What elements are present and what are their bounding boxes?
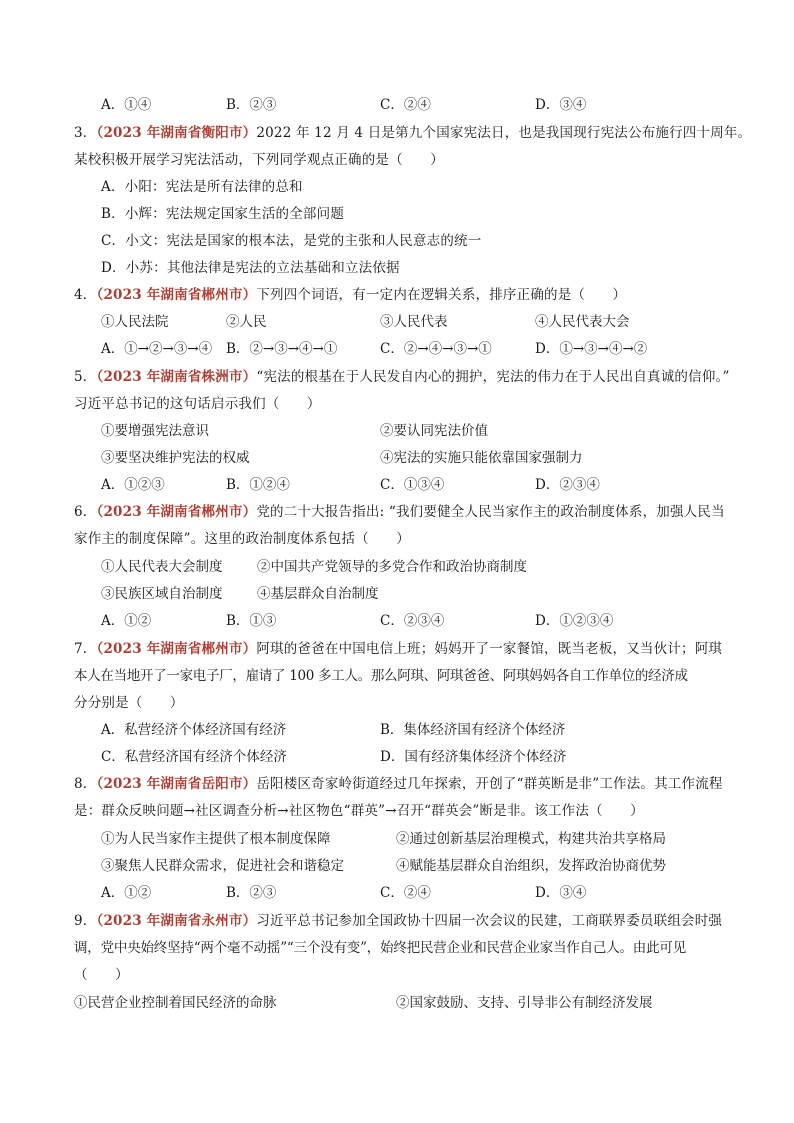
q4-item-2: ②人民 xyxy=(226,314,267,330)
q5-option-c[interactable]: C．①③④ xyxy=(380,477,445,493)
q6-item-3: ③民族区域自治制度 xyxy=(101,586,223,602)
q6-item-2: ②中国共产党领导的多党合作和政治协商制度 xyxy=(257,559,527,575)
q9-stem-1: 习近平总书记参加全国政协十四届一次会议的民建，工商联界委员联组会时强 xyxy=(256,913,723,929)
q3-source: （2023 年湖南省衡阳市） xyxy=(96,125,257,141)
q8-option-b[interactable]: B．②③ xyxy=(226,885,277,901)
q9-item-1: ①民营企业控制着国民经济的命脉 xyxy=(74,995,277,1011)
q8-item-2: ②通过创新基层治理模式，构建共治共享格局 xyxy=(396,831,666,847)
q6-stem-line-1 xyxy=(74,502,725,522)
q9-stem-3: （ ） xyxy=(74,967,129,983)
q3-stem-line-1 xyxy=(74,123,751,143)
q6-source: （2023 年湖南省郴州市） xyxy=(96,504,257,520)
q8-stem-2: 是：群众反映问题→社区调查分析→社区物色“群英”→召开“群英会”断是非。该工作法（ ） xyxy=(74,803,644,819)
q7-source: （2023 年湖南省郴州市） xyxy=(96,641,257,657)
q4-number: 4． xyxy=(74,287,97,303)
q8-number: 8． xyxy=(74,776,97,792)
q4-source: （2023 年湖南省郴州市） xyxy=(96,287,257,303)
q8-source: （2023 年湖南省岳阳市） xyxy=(96,776,257,792)
q4-stem-line-1 xyxy=(74,285,626,305)
q7-stem-2: 本人在当地开了一家电子厂，雇请了 100 多工人。那么阿琪、阿琪爸爸、阿琪妈妈各自工作单位的经济成 xyxy=(74,668,688,684)
q3-number: 3． xyxy=(74,125,97,141)
q5-stem-line-1 xyxy=(74,367,730,387)
q9-stem-line-1 xyxy=(74,911,722,931)
q8-item-3: ③聚焦人民群众需求，促进社会和谐稳定 xyxy=(101,858,344,874)
q4-item-1: ①人民法院 xyxy=(101,314,169,330)
q5-number: 5． xyxy=(74,369,97,385)
q8-item-1: ①为人民当家作主提供了根本制度保障 xyxy=(101,831,331,847)
q3-stem-2: 某校积极开展学习宪法活动，下列同学观点正确的是（ ） xyxy=(74,152,444,168)
q7-option-b[interactable]: B．集体经济国有经济个体经济 xyxy=(380,722,566,738)
q2-option-b[interactable]: B．②③ xyxy=(226,97,277,113)
q4-option-a[interactable]: A．①→②→③→④ xyxy=(101,341,213,357)
q7-option-c[interactable]: C．私营经济国有经济个体经济 xyxy=(101,749,287,765)
q5-item-4: ④宪法的实施只能依靠国家强制力 xyxy=(380,450,583,466)
q8-option-d[interactable]: D．③④ xyxy=(535,885,587,901)
q9-stem-2: 调，党中央始终坚持“两个毫不动摇”“三个没有变”，始终把民营企业和民营企业家当作自己人。由此可见 xyxy=(74,940,687,956)
q5-stem-1: “宪法的根基在于人民发自内心的拥护，宪法的伟力在于人民出自真诚的信仰。” xyxy=(256,369,730,385)
q6-item-4: ④基层群众自治制度 xyxy=(257,586,379,602)
q4-option-b[interactable]: B．②→③→④→① xyxy=(226,341,338,357)
q8-item-4: ④赋能基层群众自治组织，发挥政治协商优势 xyxy=(396,858,666,874)
q5-option-b[interactable]: B．①②④ xyxy=(226,477,290,493)
q8-option-c[interactable]: C．②④ xyxy=(380,885,431,901)
q6-option-b[interactable]: B．①③ xyxy=(226,613,277,629)
q5-item-3: ③要坚决维护宪法的权威 xyxy=(101,450,250,466)
q6-option-a[interactable]: A．①② xyxy=(101,613,152,629)
q8-option-a[interactable]: A．①② xyxy=(101,885,152,901)
q7-option-d[interactable]: D．国有经济集体经济个体经济 xyxy=(380,749,567,765)
q5-item-1: ①要增强宪法意识 xyxy=(101,423,209,439)
q3-option-c[interactable]: C．小文：宪法是国家的根本法，是党的主张和人民意志的统一 xyxy=(101,233,482,249)
q5-option-d[interactable]: D．②③④ xyxy=(535,477,600,493)
q9-item-2: ②国家鼓励、支持、引导非公有制经济发展 xyxy=(396,995,653,1011)
q6-stem-2: 家作主的制度保障”。这里的政治制度体系包括（ ） xyxy=(74,531,410,547)
q4-stem-1: 下列四个词语，有一定内在逻辑关系，排序正确的是（ ） xyxy=(256,287,627,303)
q8-stem-line-1 xyxy=(74,774,723,794)
q9-source: （2023 年湖南省永州市） xyxy=(96,913,257,929)
q3-option-d[interactable]: D．小苏：其他法律是宪法的立法基础和立法依据 xyxy=(101,260,400,276)
q6-stem-1: 党的二十大报告指出: “我们要健全人民当家作主的政治制度体系，加强人民当 xyxy=(256,504,725,520)
q6-number: 6． xyxy=(74,504,97,520)
q5-option-a[interactable]: A．①②③ xyxy=(101,477,165,493)
q4-option-d[interactable]: D．①→③→④→② xyxy=(535,341,648,357)
q2-option-a[interactable]: A．①④ xyxy=(101,97,152,113)
q5-item-2: ②要认同宪法价值 xyxy=(380,423,488,439)
q4-item-3: ③人民代表 xyxy=(380,314,448,330)
q7-number: 7． xyxy=(74,641,97,657)
q7-stem-1: 阿琪的爸爸在中国电信上班；妈妈开了一家餐馆，既当老板，又当伙计；阿琪 xyxy=(256,641,723,657)
q6-option-d[interactable]: D．①②③④ xyxy=(535,613,614,629)
q9-number: 9． xyxy=(74,913,97,929)
q3-option-b[interactable]: B．小辉：宪法规定国家生活的全部问题 xyxy=(101,206,345,222)
q2-option-d[interactable]: D．③④ xyxy=(535,97,587,113)
q3-stem-1: 2022 年 12 月 4 日是第九个国家宪法日，也是我国现行宪法公布施行四十周年。 xyxy=(256,125,752,141)
q6-option-c[interactable]: C．②③④ xyxy=(380,613,445,629)
q3-option-a[interactable]: A．小阳：宪法是所有法律的总和 xyxy=(101,179,303,195)
q4-item-4: ④人民代表大会 xyxy=(535,314,630,330)
q7-option-a[interactable]: A．私营经济个体经济国有经济 xyxy=(101,722,287,738)
q2-option-c[interactable]: C．②④ xyxy=(380,97,431,113)
q7-stem-3: 分分别是（ ） xyxy=(74,695,184,711)
q8-stem-1: 岳阳楼区奇家岭街道经过几年探索，开创了“群英断是非”工作法。其工作流程 xyxy=(256,776,723,792)
q5-source: （2023 年湖南省株洲市） xyxy=(96,369,257,385)
q5-stem-2: 习近平总书记的这句话启示我们（ ） xyxy=(74,396,321,412)
q6-item-1: ①人民代表大会制度 xyxy=(101,559,223,575)
q7-stem-line-1 xyxy=(74,639,722,659)
q4-option-c[interactable]: C．②→④→③→① xyxy=(380,341,492,357)
